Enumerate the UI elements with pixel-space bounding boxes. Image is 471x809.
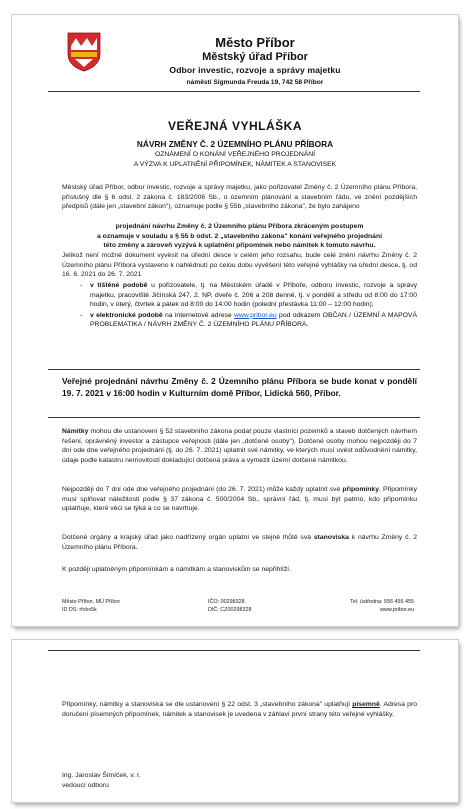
submission-method: písemně <box>352 701 380 708</box>
footer-website[interactable]: www.pribor.eu <box>380 606 414 613</box>
submission-text-a: Připomínky, námitky a stanoviska se dle ustanovení § 22 odst. 3 „stavebního zákona" uplatňují <box>62 701 353 708</box>
website-link[interactable]: www.pribor.eu <box>234 311 277 319</box>
authorities-paragraph <box>62 533 417 552</box>
section-divider <box>48 369 420 370</box>
bullet-2-text-a: na internetové adrese <box>162 311 235 319</box>
header-divider <box>48 91 420 92</box>
bullet-2-text-b: pod odkazem OBČAN / ÚZEMNÍ A MAPOVÁ PROBLEMATIKA / NÁVRH ZMĚNY Č. 2 ÚZEMNÍHO PLÁNU PŘÍBORA. <box>90 311 417 329</box>
intro-bold-line-3: této změny a zároveň vyzývá k uplatnění připomínek nebo námitek k tomuto návrhu. <box>103 242 376 250</box>
header-divider <box>48 650 420 651</box>
department-name: Odbor investic, rozvoje a správy majetku <box>169 65 341 75</box>
meeting-announcement: Veřejné projednání návrhu Změny č. 2 Územního plánu Příbora se bude konat v pondělí 19. 7. 2021 v 16:00 hodin v Kulturním domě Příbor, Lidická 560, Příbor. <box>62 376 417 398</box>
signature-block <box>62 771 417 790</box>
document-page-2 <box>12 640 458 802</box>
bullet-2-label: v elektronické podobě <box>90 311 163 319</box>
footer-org: Město Příbor, MÚ Příbor <box>62 599 121 605</box>
comments-text-b: . Připomínky musí splňovat náležitosti podle § 37 zákona č. 500/2004 Sb., správní řád, tj. musí být patrno, kdo připomínku uplatňuje, které věci se týká a co se navrhuje. <box>62 486 417 513</box>
notice-subject: NÁVRH ZMĚNY Č. 2 ÚZEMNÍHO PLÁNU PŘÍBORA <box>136 139 334 149</box>
document-page-1 <box>12 15 458 626</box>
list-item <box>62 311 417 330</box>
late-submissions-note: K později uplatněným připomínkám a námitkám a stanoviskům se nepřihlíží. <box>62 566 291 573</box>
comments-text-a: Nejpozději do 7 dní ode dne veřejného projednání (do 26. 7. 2021) může každý uplatnit své <box>62 486 343 493</box>
notice-line-2: A VÝZVA K UPLATNĚNÍ PŘIPOMÍNEK, NÁMITEK A STANOVISEK <box>133 161 337 168</box>
footer-ico: IČO: 00298328 <box>208 599 245 605</box>
objections-paragraph <box>62 427 417 465</box>
display-locations-list <box>62 281 417 330</box>
notice-title: VEŘEJNÁ VYHLÁŠKA <box>167 119 303 133</box>
submission-text-b: . Adresa pro doručení písemných připomínek, námitek a stanovisek je uvedena v záhlaví první strany této veřejné vyhlášky. <box>62 701 418 718</box>
authorities-text-a: Dotčené orgány a krajský úřad jako nadřízený orgán uplatní ve stejné lhůtě svá <box>62 534 314 541</box>
intro-bold-block <box>62 222 417 251</box>
footer-phone: Tel. ústředna: 556 455 455 <box>350 599 414 605</box>
intro-paragraph <box>62 183 417 212</box>
section-divider <box>48 417 420 418</box>
bullet-1-label: v tištěné podobě <box>90 282 148 289</box>
signer-role: vedoucí odboru <box>62 781 109 789</box>
comments-label: připomínky <box>342 486 379 493</box>
authorities-label: stanoviska <box>313 534 349 541</box>
intro-bold-line-1: projednání návrhu Změny č. 2 Územního plánu Příbora zkráceným postupem <box>115 223 364 230</box>
footer-dic: DIČ: CZ00298328 <box>208 606 252 613</box>
footer-databox-id: ID DS: rfvbx5k <box>62 606 97 613</box>
office-name: Městský úřad Příbor <box>202 51 308 63</box>
signer-name: Ing. Jaroslav Šimíček, v. r. <box>62 772 141 779</box>
footer-org-block <box>62 599 120 614</box>
objections-text: mohou dle ustanovení § 52 stavebního zákona podat pouze vlastníci pozemků a staveb dotčených návrhem řešení, oprávněný investor a zástupce veřejnosti (dále jen „dotčené osoby"). Dotčené osoby mohou nejpozději do 7 dní ode dne veřejného projednání (tj. do 26. 7. 2021) uplatnit své námitky, ve kterých musí uvést odůvodnění námitky, údaje podle katastru nemovitostí dokladující dotčená práva a vymezit území dotčené námitkou. <box>62 428 417 464</box>
city-name: Město Příbor <box>215 35 295 50</box>
objections-label: Námitky <box>62 428 89 435</box>
authorities-text-b: k návrhu Změny č. 2 Územního plánu Příbora. <box>62 534 418 551</box>
intro-text: Městský úřad Příbor, odbor investic, rozvoje a správy majetku, jako pořizovatel Změny č. 2 Územního plánu Příbora, příslušný dle § 6 odst. 2 zákona č. 183/2006 Sb., o územním plánování a stavebním řádu, ve znění pozdějších předpisů (dále jen „stavební zákon"), oznamuje podle § 55b „stavebního zákona", že bylo zahájeno <box>62 184 417 211</box>
intro-bold-line-2: a oznamuje v souladu s § 55 b odst. 2 „stavebního zákona" konání veřejného projednání <box>97 232 382 240</box>
comments-paragraph <box>62 485 417 514</box>
display-paragraph: Jelikož není možné dokument vyvěsit na úřední desce v celém jeho rozsahu, bude celé znění návrhu Změny č. 2 Územního plánu Příbora vystaveno k nahlédnutí po celou dobu vyvěšení této veřejné vyhlášky na úřední desce, tj. od 16. 6. 2021 do 26. 7. 2021 <box>62 252 417 279</box>
footer-ids-block <box>208 599 251 614</box>
list-item <box>62 281 417 310</box>
bullet-1-text: u pořizovatele, tj. na Městském úřadě v Příboře, odboru investic, rozvoje a správy majetku, pracoviště Jičínská 247, 2. NP, dveře č. 206 a 208 denně, tj. v pondělí a středu od 8:00 do 17:00 hodin, v úterý, čtvrtek a pátek od 8:00 do 14:00 hodin (polední přestávka 11:00 – 12:00 hodin); <box>90 282 417 309</box>
footer-contact-block <box>350 599 414 614</box>
notice-line-1: OZNÁMENÍ O KONÁNÍ VEŘEJNÉHO PROJEDNÁNÍ <box>154 151 316 158</box>
office-address: náměstí Sigmunda Freuda 19, 742 58 Příbor <box>186 79 324 86</box>
submission-paragraph <box>62 700 417 719</box>
